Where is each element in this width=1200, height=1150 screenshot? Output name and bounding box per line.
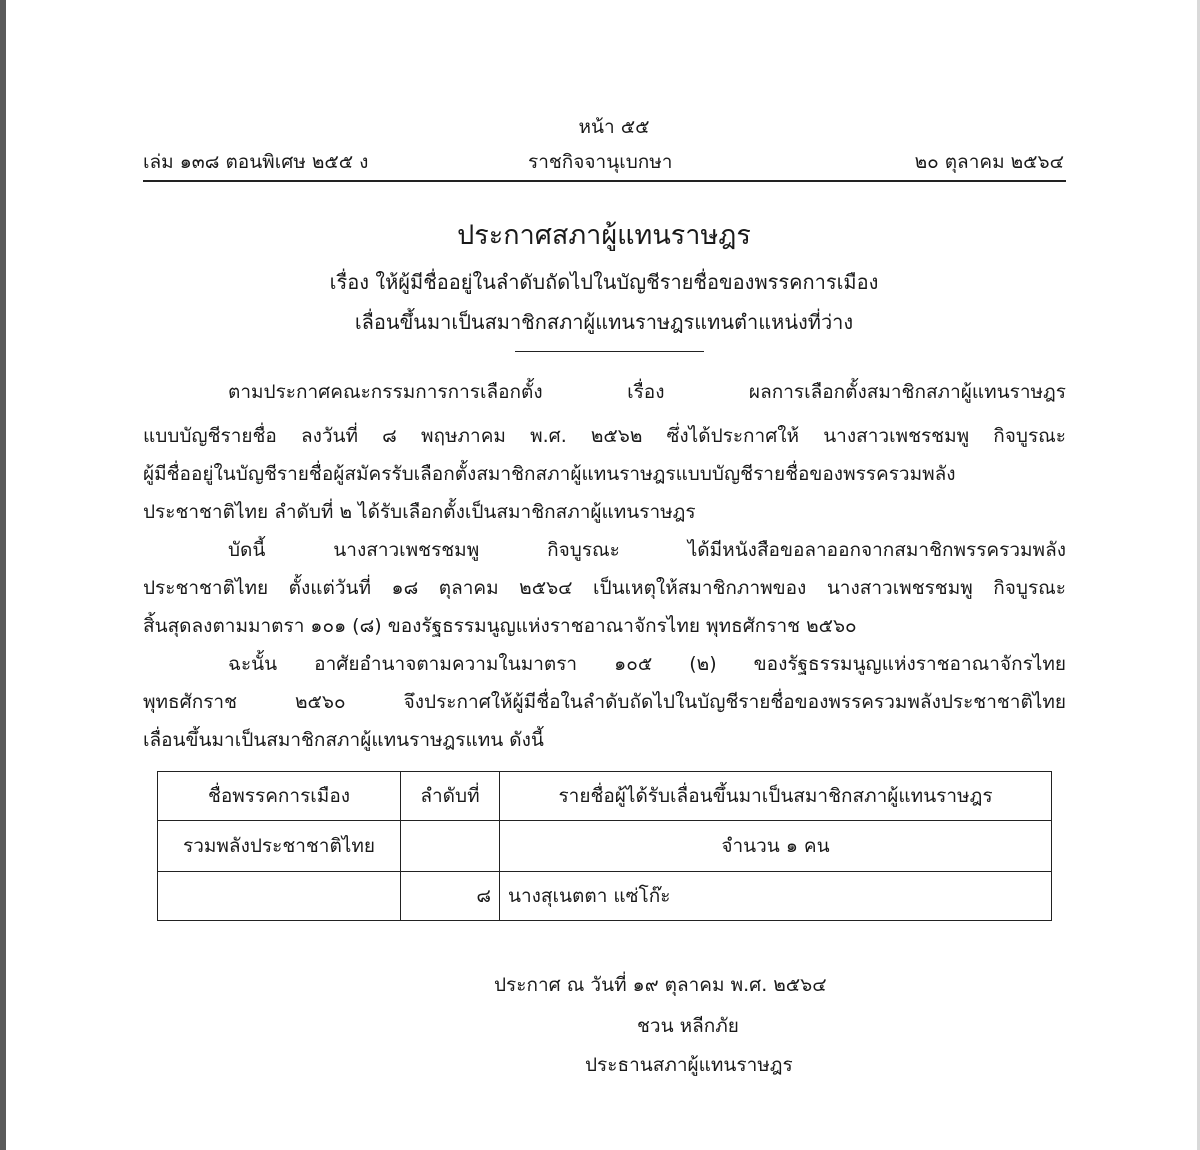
signatory-name: ชวน หลีกภัย bbox=[637, 1015, 739, 1037]
mp-replacement-table bbox=[157, 771, 1052, 921]
signatory-position: ประธานสภาผู้แทนราษฎร bbox=[585, 1054, 793, 1076]
cell-order: ๘ bbox=[401, 872, 500, 921]
body-line: แบบบัญชีรายชื่อ ลงวันที่ ๘ พฤษภาคม พ.ศ. ๒๕๖๒ ซึ่งได้ประกาศให้ นางสาวเพชรชมพู กิจบูรณะ bbox=[143, 425, 1066, 447]
body-line: ตามประกาศคณะกรรมการการเลือกตั้ง เรื่อง ผลการเลือกตั้งสมาชิกสภาผู้แทนราษฎร bbox=[228, 381, 1066, 403]
column-header-order: ลำดับที่ bbox=[401, 772, 500, 821]
cell-order bbox=[401, 821, 500, 872]
announcement-subject-line-2: เลื่อนขึ้นมาเป็นสมาชิกสภาผู้แทนราษฎรแทนตำแหน่งที่ว่าง bbox=[354, 310, 854, 334]
cell-party: รวมพลังประชาชาติไทย bbox=[158, 821, 401, 872]
body-line: ประชาชาติไทย ลำดับที่ ๒ ได้รับเลือกตั้งเป็นสมาชิกสภาผู้แทนราษฎร bbox=[143, 501, 696, 523]
table-row bbox=[158, 821, 1052, 872]
cell-party bbox=[158, 872, 401, 921]
column-header-party: ชื่อพรรคการเมือง bbox=[158, 772, 401, 821]
gazette-name: ราชกิจจานุเบกษา bbox=[528, 151, 673, 173]
announcement-title: ประกาศสภาผู้แทนราษฎร bbox=[457, 220, 751, 251]
header-rule bbox=[143, 180, 1066, 182]
table-header-row bbox=[158, 772, 1052, 821]
announcement-date: ประกาศ ณ วันที่ ๑๙ ตุลาคม พ.ศ. ๒๕๖๔ bbox=[494, 974, 827, 996]
cell-names: จำนวน ๑ คน bbox=[500, 821, 1052, 872]
column-header-names: รายชื่อผู้ได้รับเลื่อนขึ้นมาเป็นสมาชิกสภาผู้แทนราษฎร bbox=[500, 772, 1052, 821]
body-line: พุทธศักราช ๒๕๖๐ จึงประกาศให้ผู้มีชื่อในลำดับถัดไปในบัญชีรายชื่อของพรรครวมพลังประชาชาติไทย bbox=[143, 691, 1066, 713]
body-line: บัดนี้ นางสาวเพชรชมพู กิจบูรณะ ได้มีหนังสือขอลาออกจากสมาชิกพรรครวมพลัง bbox=[228, 539, 1066, 561]
issue-info: เล่ม ๑๓๘ ตอนพิเศษ ๒๕๕ ง bbox=[143, 151, 369, 173]
publication-date: ๒๐ ตุลาคม ๒๕๖๔ bbox=[914, 151, 1064, 173]
body-line: ประชาชาติไทย ตั้งแต่วันที่ ๑๘ ตุลาคม ๒๕๖๔ เป็นเหตุให้สมาชิกภาพของ นางสาวเพชรชมพู กิจบูรณะ bbox=[143, 577, 1066, 599]
body-line: เลื่อนขึ้นมาเป็นสมาชิกสภาผู้แทนราษฎรแทน ดังนี้ bbox=[143, 729, 544, 751]
page-number: หน้า ๕๕ bbox=[578, 116, 650, 138]
body-line: สิ้นสุดลงตามมาตรา ๑๐๑ (๘) ของรัฐธรรมนูญแห่งราชอาณาจักรไทย พุทธศักราช ๒๕๖๐ bbox=[143, 615, 857, 637]
title-divider bbox=[515, 351, 704, 352]
table-row bbox=[158, 872, 1052, 921]
body-line: ผู้มีชื่ออยู่ในบัญชีรายชื่อผู้สมัครรับเลือกตั้งสมาชิกสภาผู้แทนราษฎรแบบบัญชีรายชื่อของพรรครวมพลัง bbox=[143, 463, 956, 485]
cell-names: นางสุเนตตา แซ่โก๊ะ bbox=[500, 872, 1052, 921]
announcement-subject-line-1: เรื่อง ให้ผู้มีชื่ออยู่ในลำดับถัดไปในบัญชีรายชื่อของพรรคการเมือง bbox=[329, 270, 879, 294]
body-line: ฉะนั้น อาศัยอำนาจตามความในมาตรา ๑๐๕ (๒) ของรัฐธรรมนูญแห่งราชอาณาจักรไทย bbox=[228, 653, 1066, 675]
